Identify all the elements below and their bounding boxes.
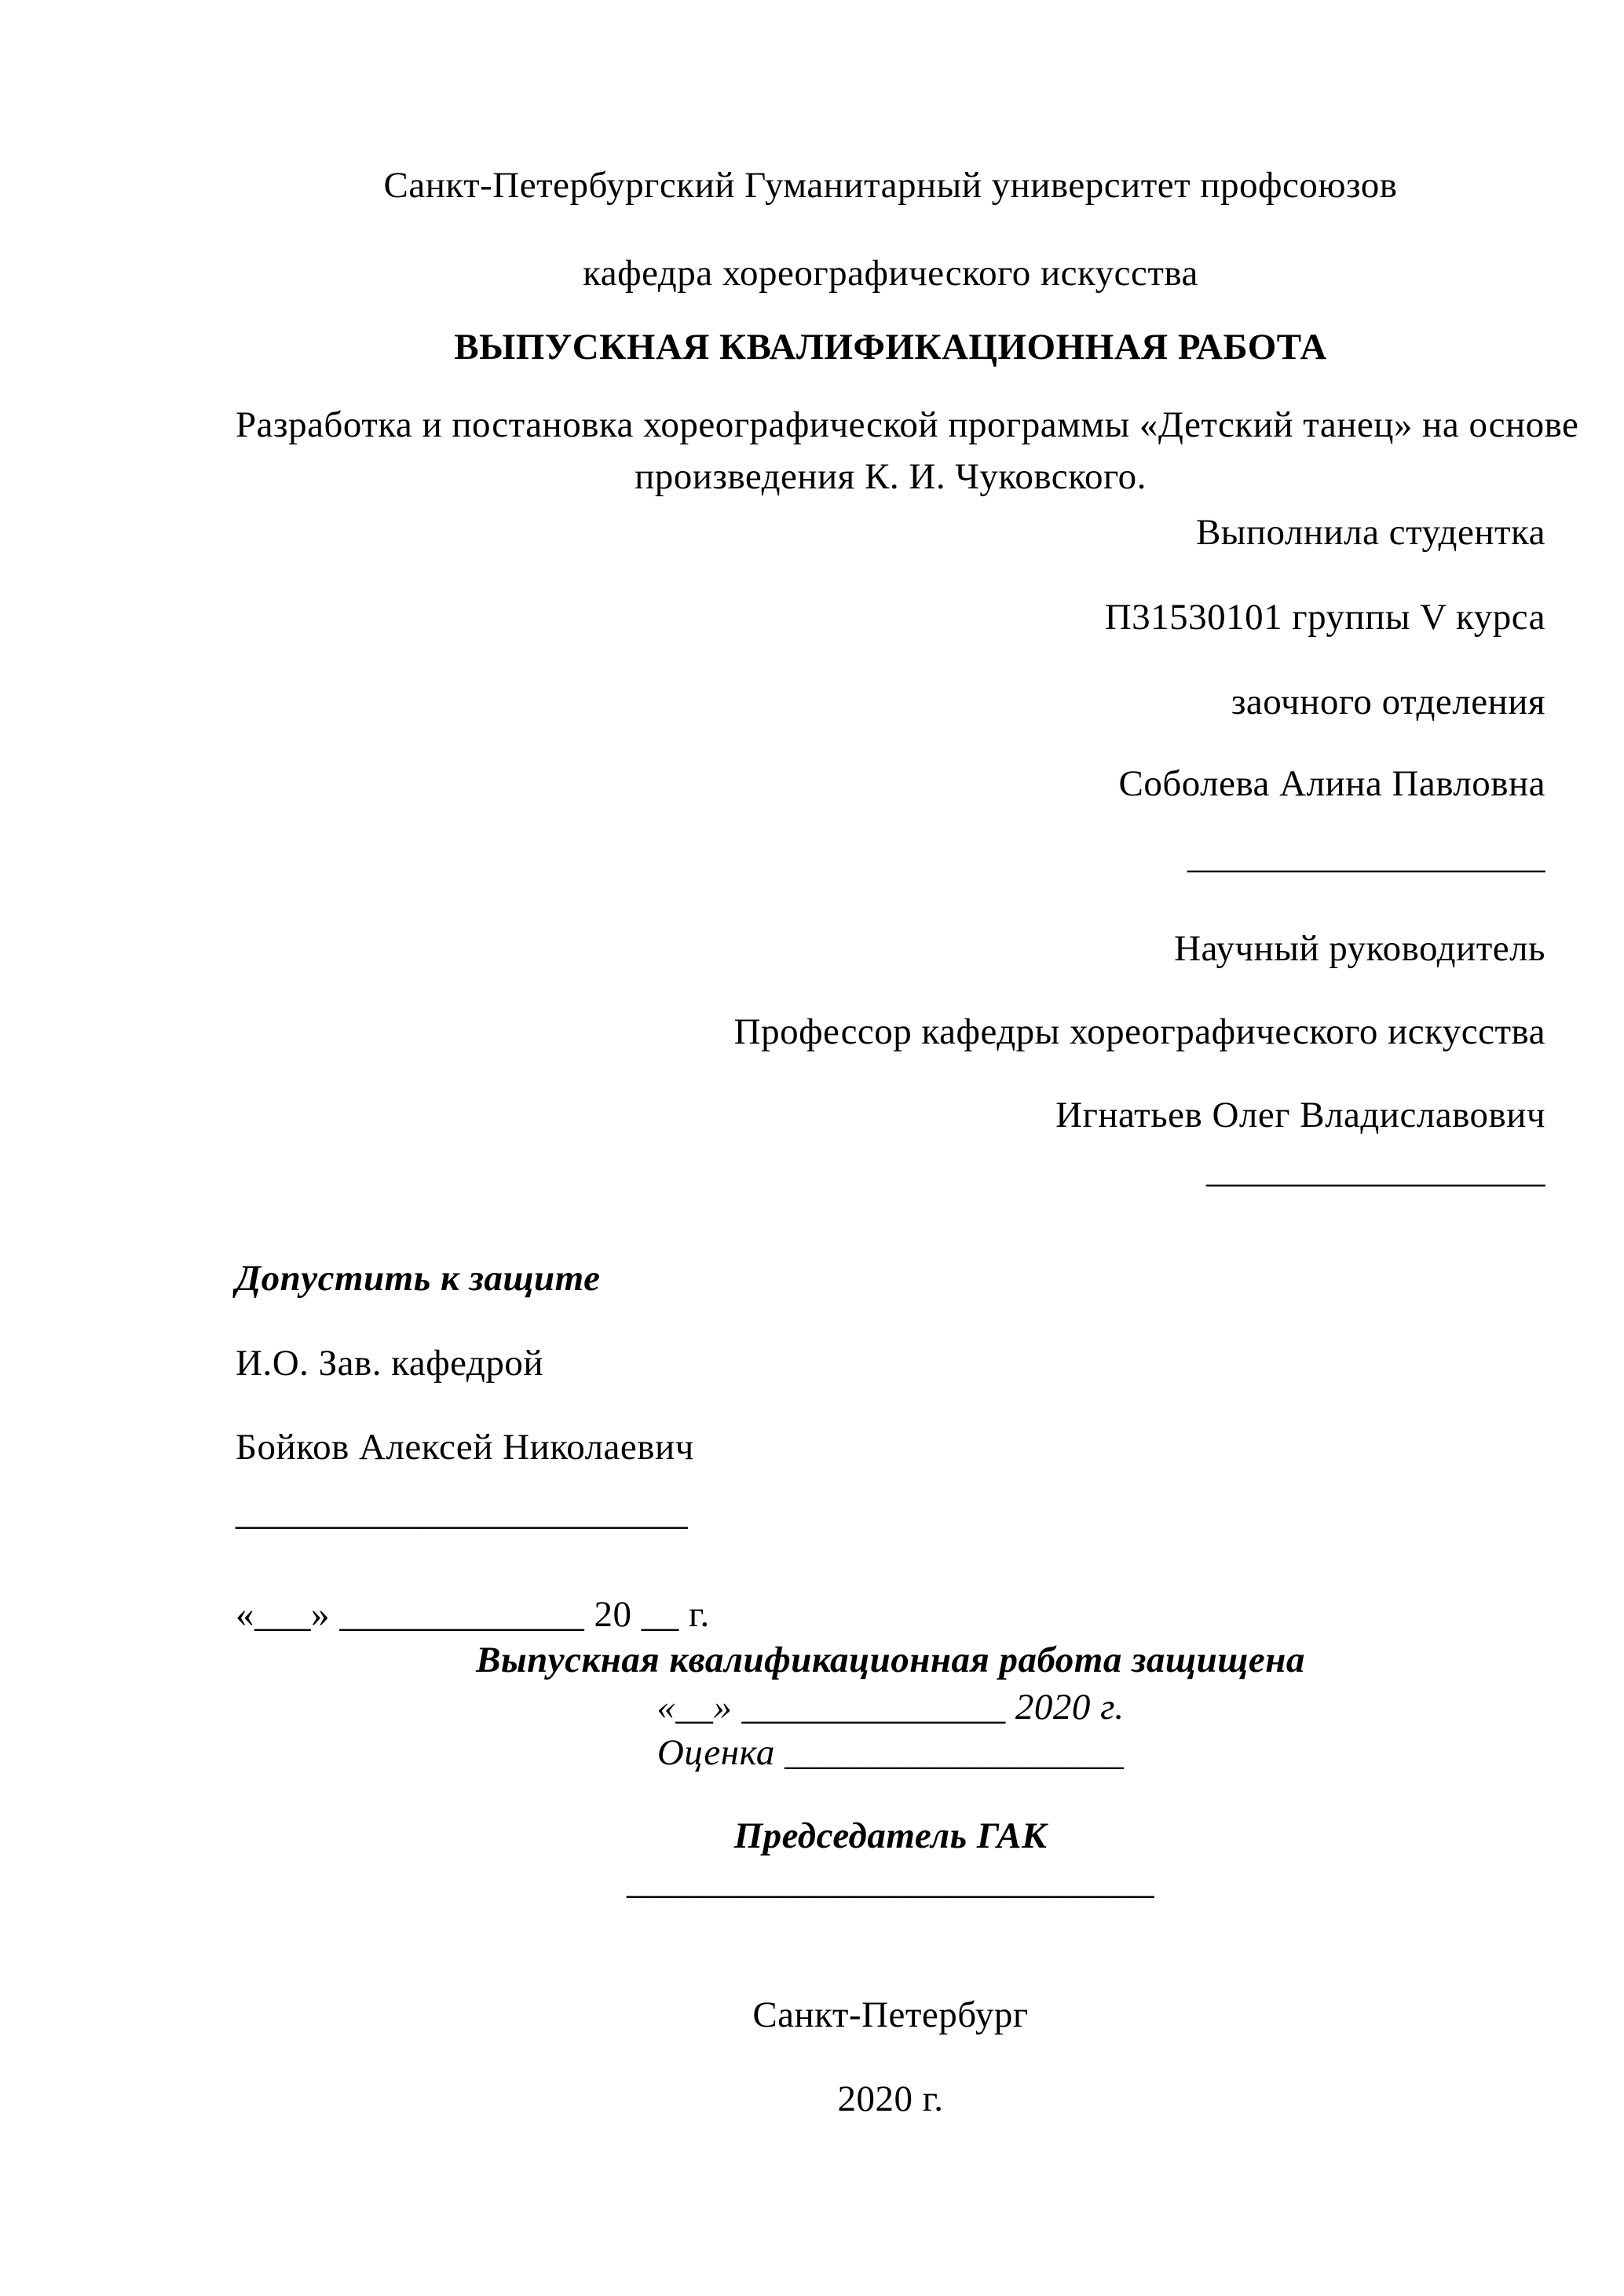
gak-chairman-label: Председатель ГАК xyxy=(733,1815,1048,1856)
student-group: П31530101 группы V курса xyxy=(1104,597,1545,638)
grade-line: Оценка __________________ xyxy=(657,1732,1125,1773)
head-name: Бойков Алексей Николаевич xyxy=(236,1427,694,1468)
supervisor-label: Научный руководитель xyxy=(1174,928,1545,969)
performed-by-label: Выполнила студентка xyxy=(1195,512,1545,553)
head-signature-line: ________________________ xyxy=(236,1492,688,1533)
thesis-title-line-2: произведения К. И. Чуковского. xyxy=(635,456,1147,497)
supervisor-name: Игнатьев Олег Владиславович xyxy=(1055,1095,1545,1135)
head-date-line: «___» _____________ 20 __ г. xyxy=(236,1594,710,1635)
university-name: Санкт-Петербургский Гуманитарный университет профсоюзов xyxy=(383,165,1398,206)
student-signature-line: ___________________ xyxy=(1187,835,1545,876)
supervisor-position: Профессор кафедры хореографического искусства xyxy=(733,1011,1545,1052)
thesis-title-line-1: Разработка и постановка хореографической программы «Детский танец» на основе xyxy=(236,404,1579,445)
defense-statement: Выпускная квалификационная работа защищена xyxy=(476,1640,1305,1680)
admit-to-defense-label: Допустить к защите xyxy=(236,1258,601,1299)
student-name: Соболева Алина Павловна xyxy=(1118,763,1545,804)
acting-head-label: И.О. Зав. кафедрой xyxy=(236,1343,543,1384)
chairman-signature-line: ____________________________ xyxy=(627,1861,1154,1902)
work-type-heading: ВЫПУСКНАЯ КВАЛИФИКАЦИОННАЯ РАБОТА xyxy=(454,327,1327,367)
supervisor-signature-line: __________________ xyxy=(1206,1150,1545,1190)
city-name: Санкт-Петербург xyxy=(752,1994,1029,2035)
study-form: заочного отделения xyxy=(1231,682,1545,722)
defense-date-line: «__» ______________ 2020 г. xyxy=(657,1687,1125,1727)
department-name: кафедра хореографического искусства xyxy=(583,253,1198,294)
year-line: 2020 г. xyxy=(837,2078,944,2119)
